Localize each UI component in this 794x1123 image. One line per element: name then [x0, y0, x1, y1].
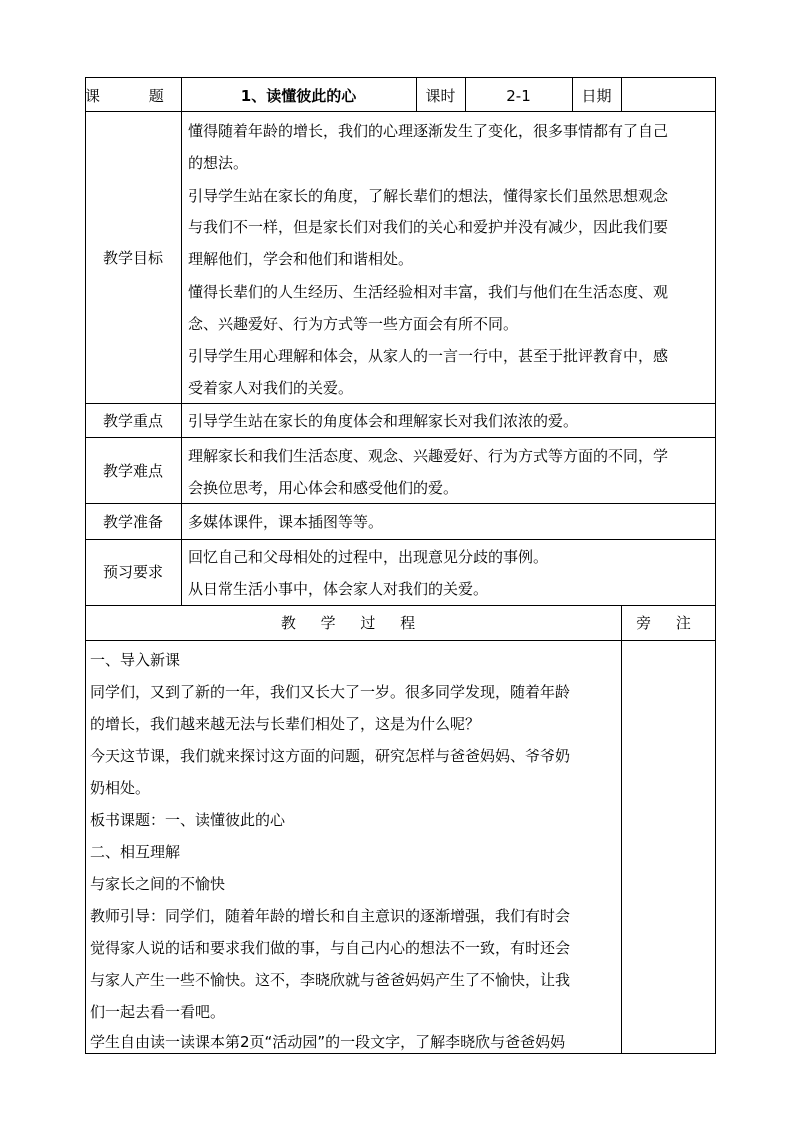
- subject-label: 课 题: [85, 87, 186, 105]
- process-line: 二、相互理解: [90, 843, 181, 861]
- process-line: 同学们，又到了新的一年，我们又长大了一岁。很多同学发现，随着年龄: [90, 683, 571, 701]
- key-point-label: 教学重点: [102, 412, 163, 430]
- key-point-text: 引导学生站在家长的角度体会和理解家长对我们浓浓的爱。: [188, 412, 579, 430]
- preparation-text: 多媒体课件，课本插图等等。: [188, 513, 384, 531]
- goal-line: 理解他们，学会和他们和谐相处。: [188, 250, 414, 268]
- goal-line: 与我们不一样，但是家长们对我们的关心和爱护并没有减少，因此我们要: [188, 218, 669, 236]
- process-line: 与家长之间的不愉快: [90, 875, 226, 893]
- preview-label: 预习要求: [102, 563, 163, 581]
- process-line: 与家人产生一些不愉快。这不，李晓欣就与爸爸妈妈产生了不愉快，让我: [90, 971, 571, 989]
- preparation-label: 教学准备: [102, 513, 163, 531]
- goal-line: 引导学生站在家长的角度，了解长辈们的想法，懂得家长们虽然思想观念: [188, 187, 669, 205]
- goal-line: 念、兴趣爱好、行为方式等一些方面会有所不同。: [188, 315, 519, 333]
- process-header: 教 学 过 程: [280, 614, 426, 632]
- process-line: 奶相处。: [90, 779, 151, 797]
- process-line: 学生自由读一读课本第2页“活动园”的一段文字，了解李晓欣与爸爸妈妈: [90, 1033, 566, 1051]
- lesson-title: 1、读懂彼此的心: [240, 87, 357, 105]
- difficulty-label: 教学难点: [102, 462, 163, 480]
- date-label: 日期: [581, 87, 612, 105]
- row-divider: [85, 437, 716, 438]
- process-line: 今天这节课，我们就来探讨这方面的问题，研究怎样与爸爸妈妈、爷爷奶: [90, 747, 571, 765]
- goal-line: 懂得长辈们的人生经历、生活经验相对丰富，我们与他们在生活态度、观: [188, 283, 669, 301]
- goal-line: 受着家人对我们的关爱。: [188, 379, 354, 397]
- process-line: 板书课题：一、读懂彼此的心: [90, 811, 286, 829]
- col-divider: [181, 77, 182, 605]
- preview-line: 从日常生活小事中，体会家人对我们的关爱。: [188, 580, 489, 598]
- process-line: 觉得家人说的话和要求我们做的事，与自己内心的想法不一致，有时还会: [90, 939, 571, 957]
- difficulty-line: 理解家长和我们生活态度、观念、兴趣爱好、行为方式等方面的不同，学: [188, 447, 669, 465]
- goal-line: 引导学生用心理解和体会，从家人的一言一行中，甚至于批评教育中，感: [188, 347, 669, 365]
- process-line: 教师引导：同学们，随着年龄的增长和自主意识的逐渐增强，我们有时会: [90, 907, 571, 925]
- notes-header: 旁 注: [636, 614, 701, 632]
- preview-line: 回忆自己和父母相处的过程中，出现意见分歧的事例。: [188, 548, 549, 566]
- process-line: 一、导入新课: [90, 651, 181, 669]
- difficulty-line: 会换位思考，用心体会和感受他们的爱。: [188, 479, 459, 497]
- row-divider: [85, 539, 716, 540]
- process-line: 们一起去看一看吧。: [90, 1003, 226, 1021]
- col-divider: [621, 605, 622, 1054]
- goals-label: 教学目标: [102, 249, 163, 267]
- row-divider: [85, 503, 716, 504]
- process-line: 的增长，我们越来越无法与长辈们相处了，这是为什么呢？: [90, 715, 481, 733]
- goal-line: 的想法。: [188, 154, 249, 172]
- goal-line: 懂得随着年龄的增长，我们的心理逐渐发生了变化，很多事情都有了自己: [188, 122, 669, 140]
- row-divider: [85, 403, 716, 404]
- period-value: 2-1: [506, 87, 531, 105]
- row-divider: [85, 111, 716, 112]
- period-label: 课时: [425, 87, 456, 105]
- col-divider: [621, 77, 622, 111]
